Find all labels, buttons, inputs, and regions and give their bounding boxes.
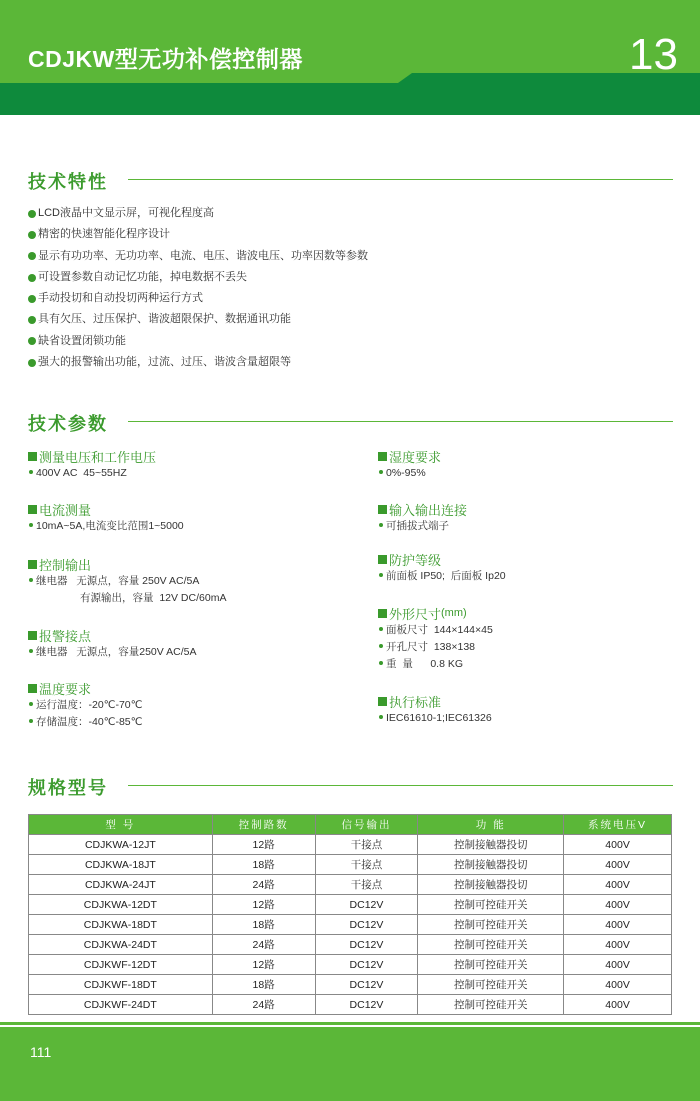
param-line xyxy=(378,518,467,535)
bullet-dot-icon xyxy=(379,627,383,631)
feature-text: 强大的报警输出功能，过流、过压、谐波含量超限等 xyxy=(38,356,291,369)
column-header: 型 号 xyxy=(29,815,213,835)
table-cell: 400V xyxy=(564,835,672,855)
feature-item xyxy=(28,288,668,309)
section-title: 规格型号 xyxy=(28,774,116,800)
table-cell: CDJKWA-12JT xyxy=(29,835,213,855)
param-heading xyxy=(28,555,226,573)
bullet-dot-icon xyxy=(28,210,36,218)
param-value: IEC61610-1;IEC61326 xyxy=(386,712,492,724)
table-cell: 12路 xyxy=(212,955,315,975)
param-value: 运行温度：-20℃-70℃ xyxy=(36,699,143,711)
param-heading xyxy=(28,626,196,644)
table-cell: 400V xyxy=(564,995,672,1015)
feature-text: 可设置参数自动记忆功能，掉电数据不丢失 xyxy=(38,270,247,283)
table-cell: 控制可控硅开关 xyxy=(418,995,564,1015)
square-bullet-icon xyxy=(28,684,37,693)
param-line xyxy=(378,568,506,585)
table-cell: 18路 xyxy=(212,915,315,935)
table-cell: 控制可控硅开关 xyxy=(418,975,564,995)
param-title: 温度要求 xyxy=(39,681,92,697)
param-value: 前面板 IP50; 后面板 Ip20 xyxy=(386,570,506,582)
param-title: 输入输出连接 xyxy=(389,502,468,518)
table-row xyxy=(29,995,672,1015)
param-value: 10mA~5A,电流变比范围1~5000 xyxy=(36,520,184,532)
param-block xyxy=(28,500,184,535)
table-cell: 400V xyxy=(564,975,672,995)
table-cell: 控制接触器投切 xyxy=(418,855,564,875)
param-line xyxy=(378,465,441,482)
spec-table-body xyxy=(29,835,672,1015)
bullet-dot-icon xyxy=(29,702,33,706)
param-value: 继电器 无源点，容量250V AC/5A xyxy=(36,646,197,658)
param-heading xyxy=(28,500,184,518)
param-line xyxy=(28,697,142,714)
param-block xyxy=(378,500,467,535)
param-heading xyxy=(378,692,492,710)
bullet-dot-icon xyxy=(28,252,36,260)
feature-item xyxy=(28,267,668,288)
table-row xyxy=(29,875,672,895)
table-cell: DC12V xyxy=(315,915,418,935)
table-cell: 12路 xyxy=(212,835,315,855)
param-value: 0%-95% xyxy=(386,467,426,479)
table-cell: 18路 xyxy=(212,855,315,875)
param-line xyxy=(378,710,492,727)
section-divider xyxy=(128,179,673,180)
feature-text: 具有欠压、过压保护、谐波超限保护、数据通讯功能 xyxy=(38,313,291,326)
table-row xyxy=(29,935,672,955)
feature-text: LCD液晶中文显示屏，可视化程度高 xyxy=(38,207,215,219)
table-cell: 24路 xyxy=(212,935,315,955)
table-cell: 干接点 xyxy=(315,835,418,855)
column-header: 信号输出 xyxy=(315,815,418,835)
param-value: 存储温度：-40℃-85℃ xyxy=(36,716,143,728)
param-heading xyxy=(378,550,506,568)
param-line xyxy=(28,714,142,731)
table-cell: DC12V xyxy=(315,955,418,975)
param-value: 400V AC 45~55HZ xyxy=(36,467,127,479)
table-cell: 控制可控硅开关 xyxy=(418,955,564,975)
feature-text: 手动投切和自动投切两种运行方式 xyxy=(38,292,203,305)
bullet-dot-icon xyxy=(379,644,383,648)
bullet-dot-icon xyxy=(379,661,383,665)
table-cell: 24路 xyxy=(212,875,315,895)
param-heading xyxy=(28,447,156,465)
bullet-dot-icon xyxy=(29,719,33,723)
square-bullet-icon xyxy=(28,631,37,640)
param-title: 防护等级 xyxy=(389,552,442,568)
page-title: CDJKW型无功补偿控制器 xyxy=(28,46,303,72)
table-row xyxy=(29,955,672,975)
square-bullet-icon xyxy=(28,452,37,461)
bullet-dot-icon xyxy=(28,359,36,367)
param-value: 重 量 0.8 KG xyxy=(386,658,464,670)
table-cell: CDJKWF-24DT xyxy=(29,995,213,1015)
feature-item xyxy=(28,224,668,245)
table-cell: 控制可控硅开关 xyxy=(418,915,564,935)
square-bullet-icon xyxy=(378,452,387,461)
param-heading xyxy=(378,604,493,622)
bullet-dot-icon xyxy=(28,295,36,303)
param-block xyxy=(378,447,441,482)
footer-band xyxy=(0,1027,700,1101)
table-cell: DC12V xyxy=(315,975,418,995)
param-heading xyxy=(378,447,441,465)
table-cell: 控制接触器投切 xyxy=(418,875,564,895)
table-row xyxy=(29,915,672,935)
param-title: 测量电压和工作电压 xyxy=(39,449,157,465)
chapter-number: 13 xyxy=(629,30,678,79)
param-title: 湿度要求 xyxy=(389,449,442,465)
column-header: 控制路数 xyxy=(212,815,315,835)
feature-item xyxy=(28,203,668,224)
spec-table xyxy=(28,814,672,1015)
param-line xyxy=(378,639,493,656)
column-header: 系统电压V xyxy=(564,815,672,835)
table-cell: 400V xyxy=(564,915,672,935)
header-slant xyxy=(398,73,412,83)
section-title: 技术特性 xyxy=(28,168,116,194)
param-line xyxy=(28,573,226,590)
square-bullet-icon xyxy=(378,697,387,706)
bullet-dot-icon xyxy=(28,274,36,282)
table-cell: 控制可控硅开关 xyxy=(418,935,564,955)
column-header: 功 能 xyxy=(418,815,564,835)
bullet-dot-icon xyxy=(379,470,383,474)
table-cell: 400V xyxy=(564,935,672,955)
param-block xyxy=(28,555,226,607)
bullet-dot-icon xyxy=(29,470,33,474)
table-cell: CDJKWA-18JT xyxy=(29,855,213,875)
param-block xyxy=(28,626,196,661)
param-title: 外形尺寸 xyxy=(389,606,442,622)
param-value: 可插拔式端子 xyxy=(386,520,449,532)
table-cell: 干接点 xyxy=(315,875,418,895)
table-row xyxy=(29,975,672,995)
bullet-dot-icon xyxy=(29,649,33,653)
bullet-dot-icon xyxy=(379,715,383,719)
param-title: 报警接点 xyxy=(39,628,92,644)
feature-text: 精密的快速智能化程序设计 xyxy=(38,228,170,241)
param-title: 控制输出 xyxy=(39,557,92,573)
table-row xyxy=(29,855,672,875)
param-value: 继电器 无源点，容量 250V AC/5A xyxy=(36,575,200,587)
table-cell: CDJKWA-12DT xyxy=(29,895,213,915)
table-cell: DC12V xyxy=(315,935,418,955)
param-title: 电流测量 xyxy=(39,502,92,518)
section-title: 技术参数 xyxy=(28,410,116,436)
section-features-heading xyxy=(28,168,673,192)
bullet-dot-icon xyxy=(379,573,383,577)
section-divider xyxy=(128,421,673,422)
table-cell: DC12V xyxy=(315,995,418,1015)
square-bullet-icon xyxy=(28,505,37,514)
feature-text: 缺省设置闭锁功能 xyxy=(38,334,126,347)
bullet-dot-icon xyxy=(29,578,33,582)
param-title: 执行标准 xyxy=(389,694,442,710)
square-bullet-icon xyxy=(378,609,387,618)
feature-item xyxy=(28,352,668,373)
bullet-dot-icon xyxy=(28,337,36,345)
square-bullet-icon xyxy=(28,560,37,569)
header-band xyxy=(0,0,700,115)
table-cell: CDJKWF-12DT xyxy=(29,955,213,975)
param-line xyxy=(28,518,184,535)
param-value: 面板尺寸 144×144×45 xyxy=(386,624,493,636)
table-cell: 干接点 xyxy=(315,855,418,875)
param-heading xyxy=(378,500,467,518)
section-params-heading xyxy=(28,410,673,434)
table-cell: 400V xyxy=(564,895,672,915)
table-row xyxy=(29,835,672,855)
param-line xyxy=(28,465,156,482)
param-line xyxy=(378,622,493,639)
table-cell: 18路 xyxy=(212,975,315,995)
param-line-extra: 有源输出，容量 12V DC/60mA xyxy=(80,592,227,604)
spec-table-header xyxy=(29,815,672,835)
table-row xyxy=(29,895,672,915)
param-block xyxy=(378,550,506,585)
footer-page-number: 111 xyxy=(30,1044,52,1060)
table-cell: CDJKWA-24JT xyxy=(29,875,213,895)
square-bullet-icon xyxy=(378,555,387,564)
table-cell: CDJKWF-18DT xyxy=(29,975,213,995)
param-heading xyxy=(28,679,142,697)
table-cell: CDJKWA-24DT xyxy=(29,935,213,955)
feature-text: 显示有功功率、无功功率、电流、电压、谐波电压、功率因数等参数 xyxy=(38,249,368,262)
feature-item xyxy=(28,309,668,330)
table-cell: 控制可控硅开关 xyxy=(418,895,564,915)
param-line xyxy=(378,656,493,673)
param-unit: (mm) xyxy=(441,607,467,619)
section-spec-heading xyxy=(28,774,673,798)
feature-item xyxy=(28,331,668,352)
section-divider xyxy=(128,785,673,786)
table-cell: 400V xyxy=(564,875,672,895)
table-cell: DC12V xyxy=(315,895,418,915)
param-line xyxy=(28,644,196,661)
table-cell: 400V xyxy=(564,855,672,875)
square-bullet-icon xyxy=(378,505,387,514)
param-value: 开孔尺寸 138×138 xyxy=(386,641,476,653)
bullet-dot-icon xyxy=(28,231,36,239)
feature-list xyxy=(28,203,668,373)
feature-item xyxy=(28,246,668,267)
table-cell: 24路 xyxy=(212,995,315,1015)
param-block xyxy=(378,692,492,727)
bullet-dot-icon xyxy=(379,523,383,527)
table-cell: CDJKWA-18DT xyxy=(29,915,213,935)
footer-rule xyxy=(0,1022,700,1025)
bullet-dot-icon xyxy=(29,523,33,527)
header-light-extension xyxy=(0,73,398,83)
param-block xyxy=(28,447,156,482)
bullet-dot-icon xyxy=(28,316,36,324)
table-cell: 12路 xyxy=(212,895,315,915)
param-block xyxy=(28,679,142,731)
table-cell: 400V xyxy=(564,955,672,975)
param-block xyxy=(378,604,493,673)
table-cell: 控制接触器投切 xyxy=(418,835,564,855)
